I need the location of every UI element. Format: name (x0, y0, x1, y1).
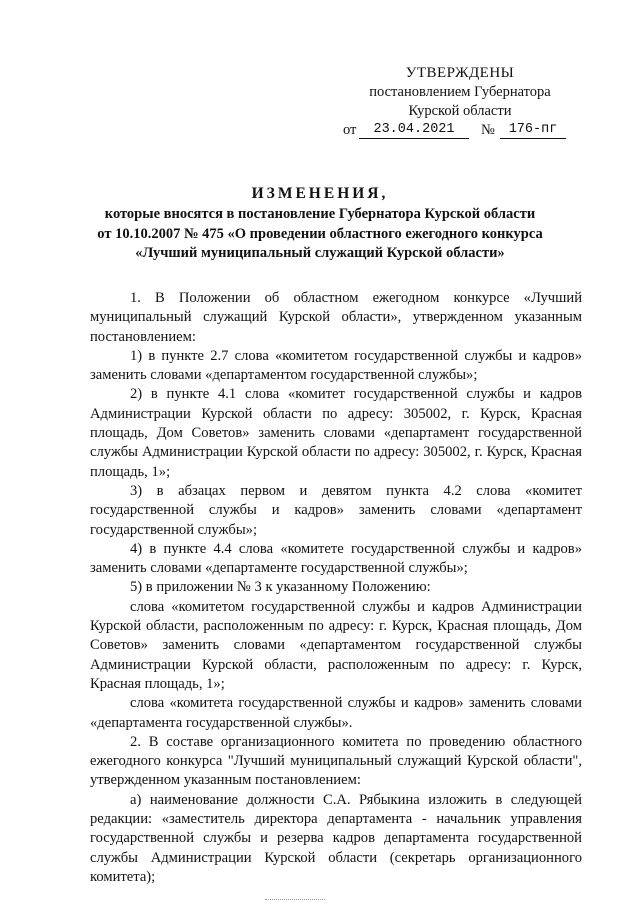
approved-label: УТВЕРЖДЕНЫ (405, 65, 515, 81)
paragraph-1-5-a: слова «комитетом государственной службы и кадров Администрации Курской области, расположенным по адресу: г. Курск, Красная площадь, Дом Советов» заменить словами «департаментом государственной службы Администрации Курской области, расположенным по адресу: г. Курск, Красная площадь, 1»; (90, 598, 582, 692)
date-prefix: от (343, 122, 357, 138)
approval-date-number-row (340, 121, 580, 140)
paragraph-1-1: 1) в пункте 2.7 слова «комитетом государственной службы и кадров» заменить словами «департаментом государственной службы»; (90, 347, 582, 384)
approval-date: 23.04.2021 (359, 120, 469, 139)
paragraph-2-a: а) наименование должности С.А. Рябыкина изложить в следующей редакции: «заместитель директора департамента - начальник управления государственной службы и резерва кадров департамента государственной службы Администрации Курской области (секретарь организационного комитета); (90, 791, 582, 885)
approved-by-line: постановлением Губернатора (369, 84, 551, 100)
paragraph-1-3: 3) в абзацах первом и девятом пункта 4.2 слова «комитет государственной службы и кадров» заменить словами «департамент государственной службы»; (90, 482, 582, 538)
approved-region-line: Курской области (408, 103, 512, 119)
document-body (90, 289, 582, 887)
approval-number: 176-пг (500, 120, 566, 139)
number-prefix: № (481, 122, 495, 138)
page-bottom-mark (265, 899, 325, 902)
paragraph-1-2: 2) в пункте 4.1 слова «комитет государственной службы и кадров Администрации Курской области по адресу: 305002, г. Курск, Красная площадь, Дом Советов» заменить словами «департамент государственной службы Администрации Курской области по адресу: 305002, г. Курск, Красная площадь, 1»; (90, 386, 582, 480)
paragraph-1: 1. В Положении об областном ежегодном конкурсе «Лучший муниципальный служащий Курской области», утвержденном указанным постановлением: (90, 290, 582, 345)
paragraph-1-5: 5) в приложении № 3 к указанному Положению: (130, 579, 431, 596)
document-heading (80, 183, 560, 264)
heading-line-2: от 10.10.2007 № 475 «О проведении областного ежегодного конкурса (97, 225, 543, 242)
approval-stamp (340, 64, 580, 138)
heading-line-3: «Лучший муниципальный служащий Курской области» (135, 245, 505, 261)
paragraph-2: 2. В составе организационного комитета по проведению областного ежегодного конкурса "Лучший муниципальный служащий Курской области", утвержденном указанным постановлением: (90, 733, 582, 789)
heading-title: ИЗМЕНЕНИЯ, (251, 185, 389, 202)
paragraph-1-4: 4) в пункте 4.4 слова «комитете государственной службы и кадров» заменить словами «департаменте государственной службы»; (90, 540, 582, 577)
heading-line-1: которые вносятся в постановление Губернатора Курской области (104, 206, 536, 222)
paragraph-1-5-b: слова «комитета государственной службы и кадров» заменить словами «департамента государственной службы». (90, 695, 582, 731)
